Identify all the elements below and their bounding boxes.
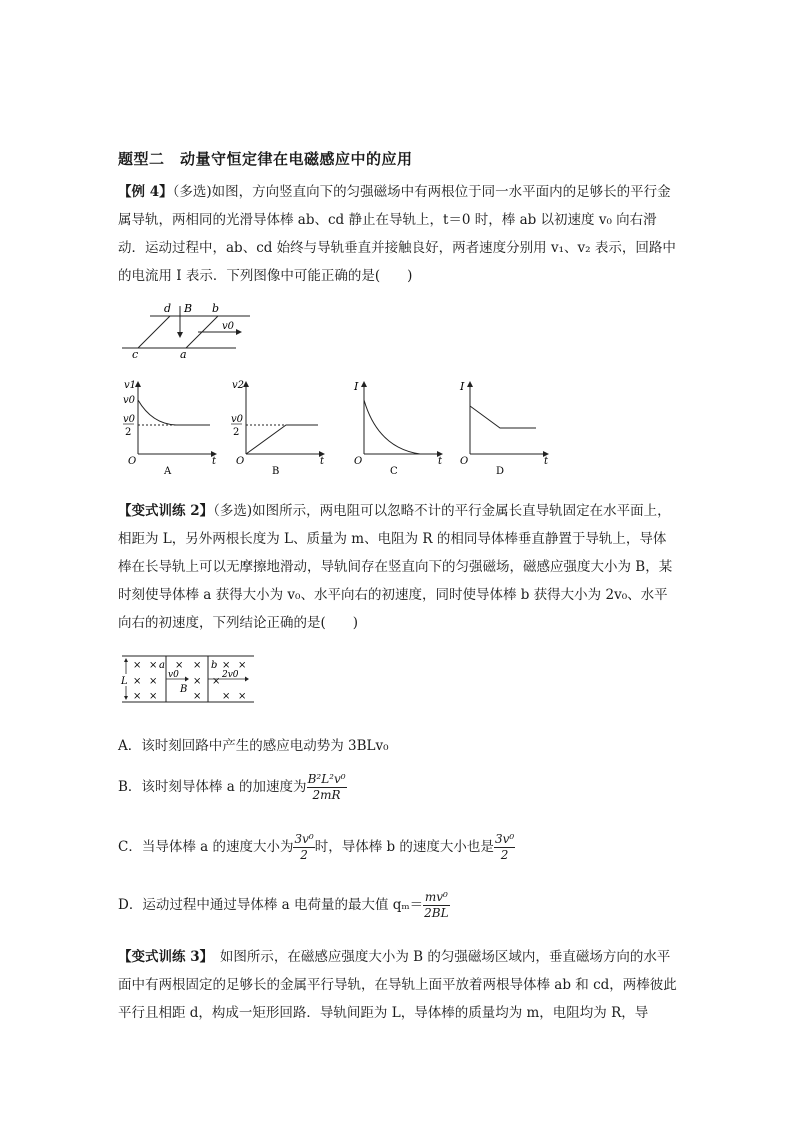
graph-b-x-label: t	[320, 456, 325, 467]
graph-d-y-arrowhead	[467, 381, 473, 387]
rod-a-label: a	[159, 660, 165, 671]
graph-a-letter: A	[164, 466, 172, 477]
variant-3-question	[118, 943, 678, 1027]
graph-a-y-label: v1	[124, 380, 137, 391]
graph-a-half-den: 2	[125, 427, 132, 438]
rod-cd	[138, 316, 170, 348]
option-c-den-2: 2	[500, 848, 509, 862]
section-title: 题型二 动量守恒定律在电磁感应中的应用	[118, 150, 413, 168]
field-cross: ×	[149, 676, 158, 687]
option-d-den: 2BL	[424, 906, 449, 920]
variant-3-tag: 【变式训练 3】	[118, 949, 207, 965]
graph-c-letter: C	[390, 466, 398, 477]
field-cross: ×	[222, 691, 231, 702]
option-b-num: B²L²v⁰	[307, 772, 346, 786]
option-b	[118, 772, 347, 803]
graph-a-curve	[138, 400, 210, 425]
option-d-prefix: D．运动过程中通过导体棒 a 电荷量的最大值 qₘ＝	[118, 897, 424, 913]
field-cross: ×	[222, 660, 231, 671]
label-a: a	[180, 348, 187, 361]
field-label-B: B	[180, 684, 188, 695]
option-c-num-2: 3v⁰	[494, 832, 515, 846]
graph-b-origin: O	[236, 456, 245, 467]
field-cross: ×	[193, 660, 202, 671]
graph-c-origin: O	[354, 456, 363, 467]
option-c-num-1: 3v⁰	[294, 832, 314, 846]
graph-d-letter: D	[496, 466, 505, 477]
graph-a-v0-tick: v0	[123, 395, 136, 406]
graph-d-origin: O	[460, 456, 469, 467]
graph-d-line	[470, 406, 536, 428]
spacing-arrow-top	[124, 658, 128, 662]
option-d	[118, 890, 450, 921]
field-cross: ×	[193, 691, 202, 702]
option-c-fraction-1	[293, 832, 314, 863]
example-4-text: （多选)如图，方向竖直向下的匀强磁场中有两根位于同一水平面内的足够长的平行金属导轨，两相同的光滑导体棒 ab、cd 静止在导轨上，t＝0 时，棒 ab 以初速度 v₀ 向右滑动．运动过程中，ab、cd 始终与导轨垂直并接触良好，两者速度分别用 v₁、v₂ 表示，回路中的电流用 I 表示．下列图像中可能正确的是( )	[118, 184, 676, 284]
option-b-den: 2mR	[312, 788, 341, 802]
field-cross: ×	[149, 691, 158, 702]
graph-a-x-label: t	[212, 456, 217, 467]
graph-b-half-num: v0	[231, 414, 244, 425]
option-c-fraction-2	[494, 832, 515, 863]
label-b: b	[212, 302, 220, 315]
example-4-question	[118, 178, 678, 290]
option-c-prefix: C．当导体棒 a 的速度大小为	[118, 839, 294, 855]
field-cross: ×	[212, 676, 221, 687]
spacing-label-L: L	[121, 676, 128, 687]
graph-c-curve	[364, 400, 420, 454]
field-cross: ×	[133, 660, 142, 671]
field-cross: ×	[193, 676, 202, 687]
graph-d	[450, 378, 550, 478]
graph-b-half-den: 2	[233, 427, 240, 438]
rail-diagram	[118, 300, 258, 362]
label-d: d	[164, 302, 172, 315]
field-arrowhead	[177, 332, 183, 338]
variant-2-text: （多选)如图所示，两电阻可以忽略不计的平行金属长直导轨固定在水平面上，相距为 L，另外两根长度为 L、质量为 m、电阻为 R 的相同导体棒垂直静置于导轨上，导体棒在长导轨上可以无摩擦地滑动，导轨间存在竖直向下的匀强磁场，磁感应强度大小为 B，某时刻使导体棒 a 获得大小为 v₀、水平向右的初速度，同时使导体棒 b 获得大小为 2v₀、水平向右的初速度，下列结论正确的是( )	[118, 503, 673, 631]
field-cross: ×	[175, 660, 184, 671]
graph-b	[226, 378, 326, 478]
field-cross: ×	[133, 676, 142, 687]
option-d-num: mv⁰	[424, 890, 448, 904]
graph-a-half-num: v0	[123, 414, 136, 425]
graph-b-letter: B	[272, 466, 280, 477]
option-c-mid: 时，导体棒 b 的速度大小也是	[314, 839, 494, 855]
variant-2-tag: 【变式训练 2】	[118, 503, 214, 519]
graph-d-y-label: I	[460, 380, 465, 393]
label-v0: v0	[222, 321, 235, 332]
rod-a-velocity-head	[185, 677, 189, 682]
field-cross: ×	[238, 660, 247, 671]
rod-b-velocity-label: 2v0	[222, 670, 239, 680]
rod-a-velocity-label: v0	[168, 670, 179, 680]
graph-c	[344, 378, 444, 478]
field-cross: ×	[149, 660, 158, 671]
label-B: B	[184, 302, 193, 315]
graph-b-line	[246, 425, 318, 454]
option-b-prefix: B．该时刻导体棒 a 的加速度为	[118, 779, 307, 795]
graph-b-y-label: v2	[232, 380, 245, 391]
graph-c-x-label: t	[438, 456, 443, 467]
variant-2-question	[118, 497, 678, 637]
option-c-den-1: 2	[300, 848, 308, 862]
spacing-arrow-bottom	[124, 696, 128, 700]
graph-d-x-label: t	[544, 456, 549, 467]
field-cross: ×	[133, 691, 142, 702]
graph-a-origin: O	[128, 456, 137, 467]
option-a: A．该时刻回路中产生的感应电动势为 3BLv₀	[118, 738, 389, 754]
field-diagram	[118, 648, 260, 708]
label-c: c	[132, 348, 139, 361]
option-d-fraction	[423, 890, 449, 921]
example-4-tag: 【例 4】	[118, 184, 173, 200]
field-cross: ×	[238, 691, 247, 702]
variant-3-text: 如图所示，在磁感应强度大小为 B 的匀强磁场区域内，垂直磁场方向的水平面中有两根固定的足够长的金属平行导轨，在导轨上面平放着两根导体棒 ab 和 cd，两棒彼此平行且相距 d，构成一矩形回路．导轨间距为 L，导体棒的质量均为 m，电阻均为 R，导	[118, 949, 677, 1021]
velocity-arrowhead	[236, 329, 242, 335]
option-b-fraction	[307, 772, 347, 803]
graph-c-y-arrowhead	[361, 381, 367, 387]
graph-c-y-label: I	[354, 380, 359, 393]
graph-a	[118, 378, 218, 478]
option-c	[118, 832, 515, 863]
rod-b-velocity-head	[245, 677, 249, 682]
rod-b-label: b	[211, 660, 218, 671]
